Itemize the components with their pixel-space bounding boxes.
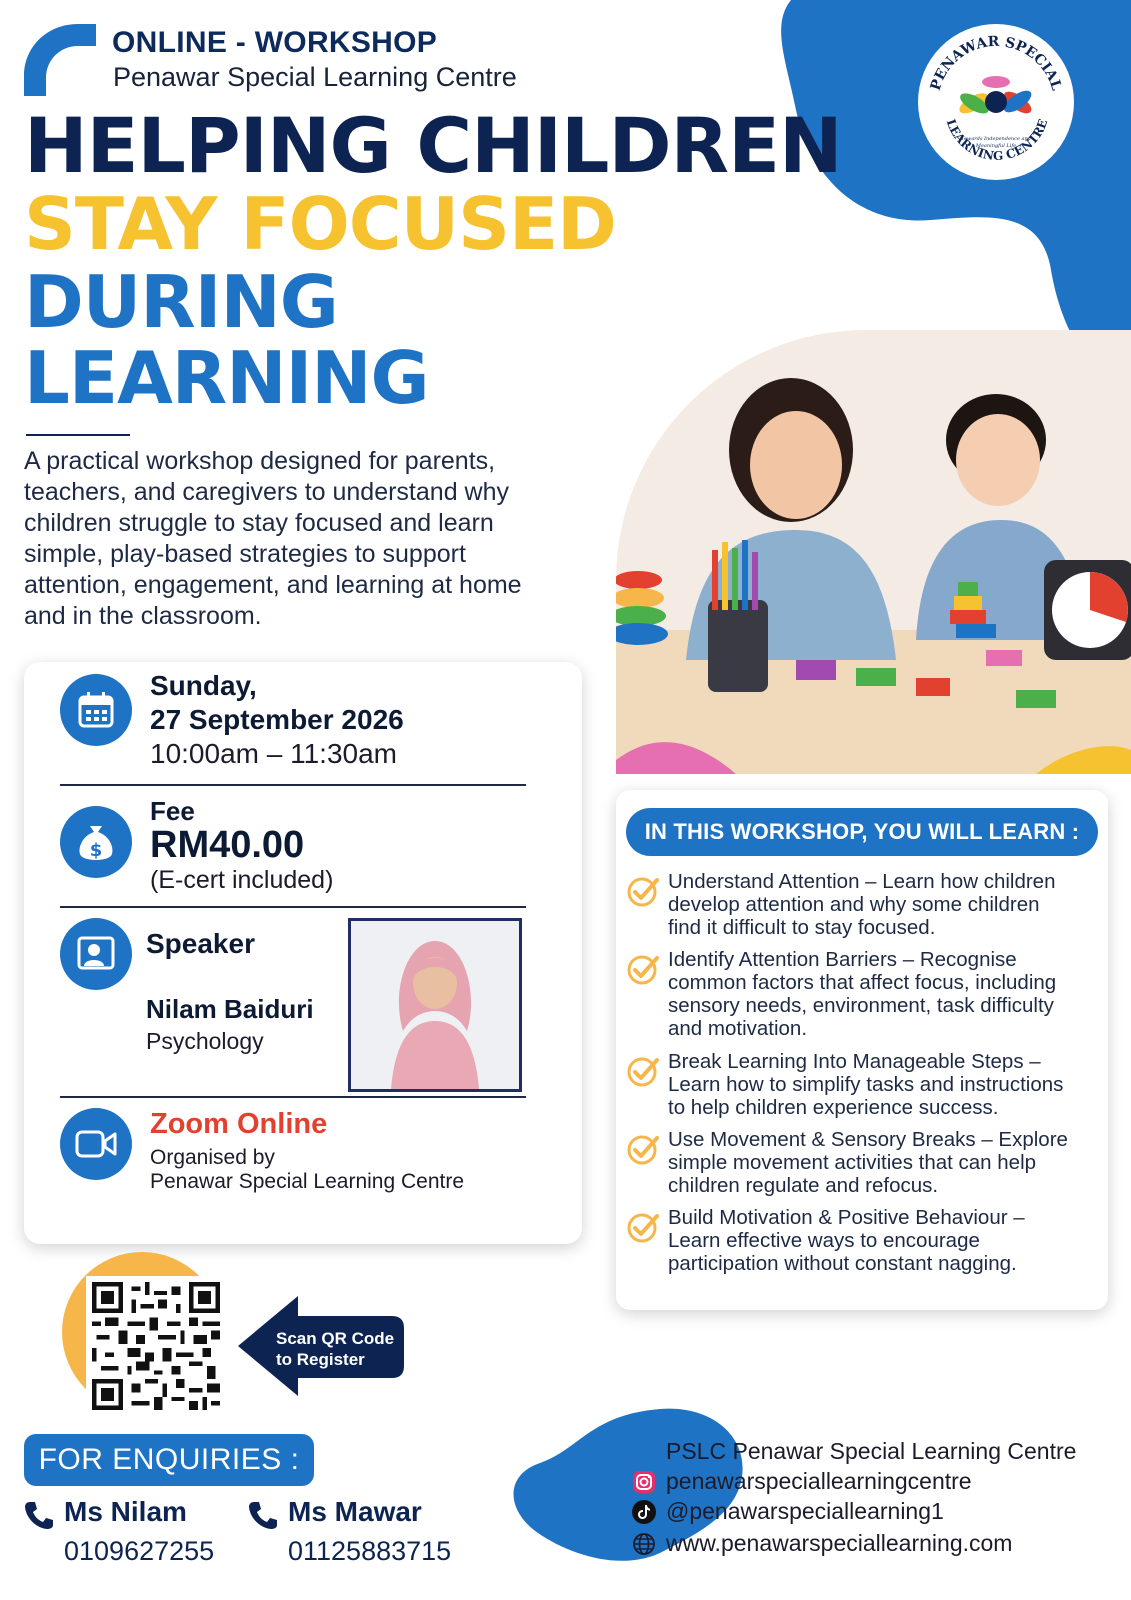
check-circle-icon <box>626 874 660 908</box>
learning-item-line: Identify Attention Barriers – Recognise <box>668 948 1017 971</box>
intro-paragraph <box>24 446 584 632</box>
pslc-logo <box>916 22 1076 182</box>
check-circle-icon <box>626 1054 660 1088</box>
svg-text:PENAWAR SPECIAL: PENAWAR SPECIAL <box>927 33 1065 93</box>
learning-item-line: to help children experience success. <box>668 1096 999 1119</box>
svg-text:$: $ <box>89 840 103 861</box>
row-divider <box>60 784 526 786</box>
headline-line-2: STAY FOCUSED <box>24 182 616 266</box>
intro-line: attention, engagement, and learning at home <box>24 571 522 599</box>
learning-item-line: find it difficult to stay focused. <box>668 916 936 939</box>
headline-line-3: DURING <box>24 260 338 344</box>
hero-photo <box>616 330 1131 774</box>
money-bag-icon <box>60 806 132 878</box>
learning-item-line: Break Learning Into Manageable Steps – <box>668 1050 1041 1073</box>
headline-line-1: HELPING CHILDREN <box>24 101 842 190</box>
phone-icon <box>248 1500 278 1530</box>
learning-item-line: Understand Attention – Learn how children <box>668 870 1056 893</box>
scan-to-register-line: to Register <box>276 1350 365 1369</box>
svg-text:Meaningful Life: Meaningful Life <box>975 143 1017 149</box>
facebook-handle: PSLC Penawar Special Learning Centre <box>666 1438 1077 1464</box>
learning-item-line: Use Movement & Sensory Breaks – Explore <box>668 1128 1068 1151</box>
learning-outcomes-card <box>616 790 1108 1310</box>
event-day: Sunday, <box>150 670 257 701</box>
scan-to-register-label <box>276 1328 394 1370</box>
learning-item-line: common factors that affect focus, including <box>668 971 1057 994</box>
phone-icon <box>24 1500 54 1530</box>
learning-outcomes-heading: IN THIS WORKSHOP, YOU WILL LEARN : <box>626 808 1098 856</box>
learning-item-line: children regulate and refocus. <box>668 1174 939 1197</box>
speaker-role: Psychology <box>146 1028 264 1054</box>
headline-divider <box>26 434 130 436</box>
website-url: www.penawarspeciallearning.com <box>666 1530 1013 1556</box>
intro-line: children struggle to stay focused and learn <box>24 509 494 537</box>
speaker-photo <box>348 918 522 1092</box>
check-circle-icon <box>626 1210 660 1244</box>
fee-amount: RM40.00 <box>150 824 305 866</box>
organiser-line: Penawar Special Learning Centre <box>113 62 517 92</box>
learning-item-line: sensory needs, environment, task difficulty <box>668 994 1054 1017</box>
calendar-icon <box>60 674 132 746</box>
fee-note: (E-cert included) <box>150 866 334 894</box>
platform-label: Zoom Online <box>150 1108 328 1140</box>
check-circle-icon <box>626 1132 660 1166</box>
social-facebook[interactable] <box>632 1438 1076 1465</box>
contact-name: Ms Mawar <box>288 1496 422 1527</box>
learning-item-line: participation without constant nagging. <box>668 1252 1017 1275</box>
social-instagram[interactable] <box>632 1468 972 1495</box>
speaker-label: Speaker <box>146 928 255 959</box>
learning-item-line: simple movement activities that can help <box>668 1151 1037 1174</box>
facebook-icon <box>632 1440 656 1464</box>
check-circle-icon <box>626 952 660 986</box>
event-type-label: ONLINE - WORKSHOP <box>112 26 438 59</box>
intro-line: and in the classroom. <box>24 602 262 630</box>
instagram-icon <box>632 1470 656 1494</box>
video-camera-icon <box>60 1108 132 1180</box>
svg-text:Towards Independence and: Towards Independence and <box>961 136 1031 142</box>
learning-item-line: develop attention and why some children <box>668 893 1040 916</box>
contact-name: Ms Nilam <box>64 1496 187 1527</box>
tiktok-icon <box>632 1500 656 1524</box>
enquiries-label: FOR ENQUIRIES : <box>24 1434 314 1486</box>
event-time: 10:00am – 11:30am <box>150 738 397 769</box>
learning-item-line: Learn how to simplify tasks and instructions <box>668 1073 1064 1096</box>
globe-icon <box>632 1532 656 1556</box>
headline-line-4: LEARNING <box>24 336 429 420</box>
social-tiktok[interactable] <box>632 1498 944 1525</box>
corner-quarter-circle-icon <box>24 24 96 96</box>
row-divider <box>60 1096 526 1098</box>
intro-line: teachers, and caregivers to understand why <box>24 478 509 506</box>
event-date: 27 September 2026 <box>150 704 404 735</box>
contact-phone[interactable]: 01125883715 <box>288 1536 452 1566</box>
learning-item-line: Learn effective ways to encourage <box>668 1229 980 1252</box>
organised-by-label: Organised by <box>150 1146 275 1169</box>
registration-qr-code[interactable] <box>86 1276 226 1416</box>
social-website[interactable] <box>632 1530 1012 1557</box>
fee-label: Fee <box>150 796 195 826</box>
tiktok-handle: @penawarspeciallearning1 <box>666 1498 944 1524</box>
instagram-handle: penawarspeciallearningcentre <box>666 1468 972 1494</box>
speaker-icon <box>60 918 132 990</box>
speaker-name: Nilam Baiduri <box>146 994 314 1024</box>
learning-item-line: Build Motivation & Positive Behaviour – <box>668 1206 1025 1229</box>
event-details-card <box>24 662 582 1244</box>
organised-by-name: Penawar Special Learning Centre <box>150 1170 465 1193</box>
intro-line: A practical workshop designed for parents, <box>24 447 496 475</box>
scan-to-register-line: Scan QR Code <box>276 1329 395 1348</box>
contact-phone[interactable]: 0109627255 <box>64 1536 215 1566</box>
svg-text:LEARNING CENTRE: LEARNING CENTRE <box>943 117 1051 163</box>
row-divider <box>60 906 526 908</box>
intro-line: simple, play-based strategies to support <box>24 540 466 568</box>
learning-item-line: and motivation. <box>668 1017 808 1040</box>
